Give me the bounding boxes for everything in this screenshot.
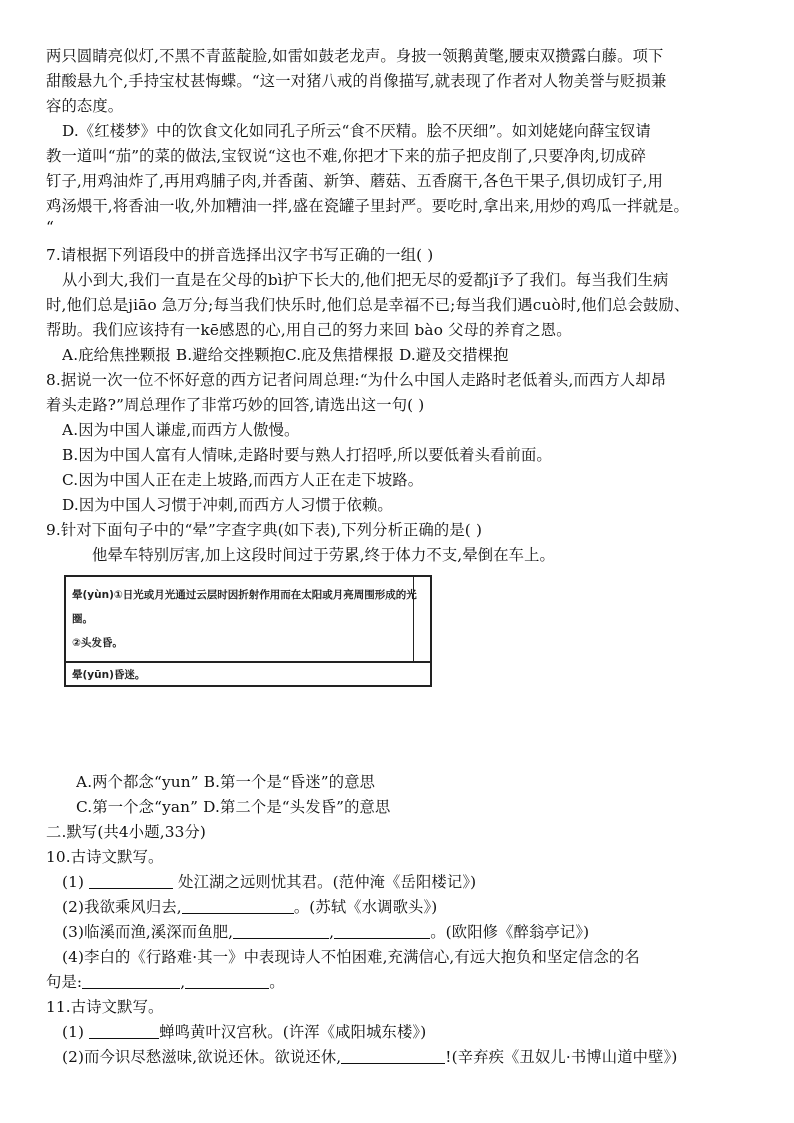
answer-blank[interactable] [89, 1023, 159, 1039]
intro-line: 容的态度。 [46, 97, 124, 115]
question-10-2 [62, 895, 782, 919]
option-d-line: 教一道叫“茄”的菜的做法,宝钗说“这也不难,你把才下来的茄子把皮削了,只要净肉,切成碎 [46, 147, 647, 165]
option-d-line: 鸡汤煨干,将香油一收,外加糟油一拌,盛在瓷罐子里封严。要吃时,拿出来,用炒的鸡瓜一拌就是。 [46, 197, 689, 215]
question-7-passage: 从小到大,我们一直是在父母的bì护下长大的,他们把无尽的爱都jǐ予了我们。每当我们生病 [62, 271, 669, 289]
section-2-heading: 二.默写(共4小题,33分) [46, 823, 207, 841]
option-d-line: D.《红楼梦》中的饮食文化如同孔子所云“食不厌精。脍不厌细”。如刘姥姥向薛宝钗请 [62, 122, 651, 140]
item-text: (2)而今识尽愁滋味,欲说还休。欲说还休, [62, 1048, 342, 1066]
item-text: , [180, 973, 186, 991]
question-7-options: A.庇给焦挫颗报 B.避给交挫颗抱C.庇及焦措棵报 D.避及交措棵抱 [62, 346, 509, 364]
question-8-option-c: C.因为中国人正在走上坡路,而西方人正在走下坡路。 [62, 471, 424, 489]
question-9-options-cd: C.第一个念“yan” D.第二个是“头发昏”的意思 [76, 798, 391, 816]
intro-line: 甜酸悬九个,手持宝杖甚悔蝶。“这一对猪八戒的肖像描写,就表现了作者对人物美誉与贬损兼 [46, 72, 667, 90]
answer-blank[interactable] [182, 898, 294, 914]
question-11-2 [62, 1045, 782, 1069]
question-11-stem: 11.古诗文默写。 [46, 998, 164, 1016]
item-text: (3)临溪而渔,溪深而鱼肥, [62, 923, 234, 941]
question-7-passage: 帮助。我们应该持有一kē感恩的心,用自己的努力来回 bào 父母的养育之恩。 [46, 321, 572, 339]
item-number: (1) [62, 1023, 85, 1041]
dictionary-entry-yun4: 晕(yùn)①日光或月光通过云层时因折射作用而在太阳或月亮周围形成的光圈。 [72, 589, 417, 625]
dictionary-table [64, 575, 432, 687]
question-11-1 [62, 1020, 782, 1044]
answer-blank[interactable] [233, 923, 329, 939]
option-d-line: “ [46, 218, 54, 236]
item-text: 句是: [46, 973, 83, 991]
question-10-4-answer [46, 970, 766, 994]
table-divider [66, 661, 430, 663]
item-text: 蝉鸣黄叶汉宫秋。(许浑《咸阳城东楼》) [159, 1023, 427, 1041]
answer-blank[interactable] [185, 973, 269, 989]
item-number: (1) [62, 873, 85, 891]
dictionary-entry-yun1: 晕(yūn)昏迷。 [72, 669, 146, 681]
answer-blank[interactable] [341, 1048, 445, 1064]
question-9-stem: 9.针对下面句子中的“晕”字查字典(如下表),下列分析正确的是( ) [46, 521, 483, 539]
question-9-options-ab: A.两个都念“yun” B.第一个是“昏迷”的意思 [76, 773, 376, 791]
item-text: 处江湖之远则忧其君。(范仲淹《岳阳楼记》) [178, 873, 477, 891]
question-8-stem: 8.据说一次一位不怀好意的西方记者问周总理:“为什么中国人走路时老低着头,而西方人却昂 [46, 371, 667, 389]
question-10-4: (4)李白的《行路难·其一》中表现诗人不怕困难,充满信心,有远大抱负和坚定信念的名 [62, 948, 640, 966]
answer-blank[interactable] [334, 923, 430, 939]
item-text: !(辛弃疾《丑奴儿·书博山道中壁》) [445, 1048, 678, 1066]
question-8-option-d: D.因为中国人习惯于冲刺,而西方人习惯于依赖。 [62, 496, 393, 514]
option-d-line: 钉子,用鸡油炸了,再用鸡脯子肉,并香菌、新笋、蘑菇、五香腐干,各色干果子,俱切成钉子,用 [46, 172, 664, 190]
answer-blank[interactable] [82, 973, 180, 989]
question-7-stem: 7.请根据下列语段中的拼音选择出汉字书写正确的一组( ) [46, 246, 434, 264]
intro-line: 两只圆睛亮似灯,不黑不青蓝靛脸,如雷如鼓老龙声。身披一领鹅黄氅,腰束双攒露白藤。项下 [46, 47, 664, 65]
question-10-stem: 10.古诗文默写。 [46, 848, 164, 866]
item-text: (2)我欲乘风归去, [62, 898, 182, 916]
item-text: 。(苏轼《水调歌头》) [293, 898, 438, 916]
question-8-stem: 着头走路?”周总理作了非常巧妙的回答,请选出这一句( ) [46, 396, 425, 414]
question-10-1 [62, 870, 782, 894]
answer-blank[interactable] [89, 873, 173, 889]
item-text: 。(欧阳修《醉翁亭记》) [430, 923, 590, 941]
question-8-option-a: A.因为中国人谦虚,而西方人傲慢。 [62, 421, 300, 439]
question-10-3 [62, 920, 782, 944]
question-9-sentence: 他晕车特别厉害,加上这段时间过于劳累,终于体力不支,晕倒在车上。 [92, 546, 555, 564]
item-text: , [329, 923, 335, 941]
item-text: 。 [269, 973, 285, 991]
dictionary-entry-yun4-sense2: ②头发昏。 [72, 637, 123, 649]
question-7-passage: 时,他们总是jiāo 急万分;每当我们快乐时,他们总是幸福不已;每当我们遇cuò时,他们总会鼓励、 [46, 296, 690, 314]
question-8-option-b: B.因为中国人富有人情味,走路时要与熟人打招呼,所以要低着头看前面。 [62, 446, 552, 464]
